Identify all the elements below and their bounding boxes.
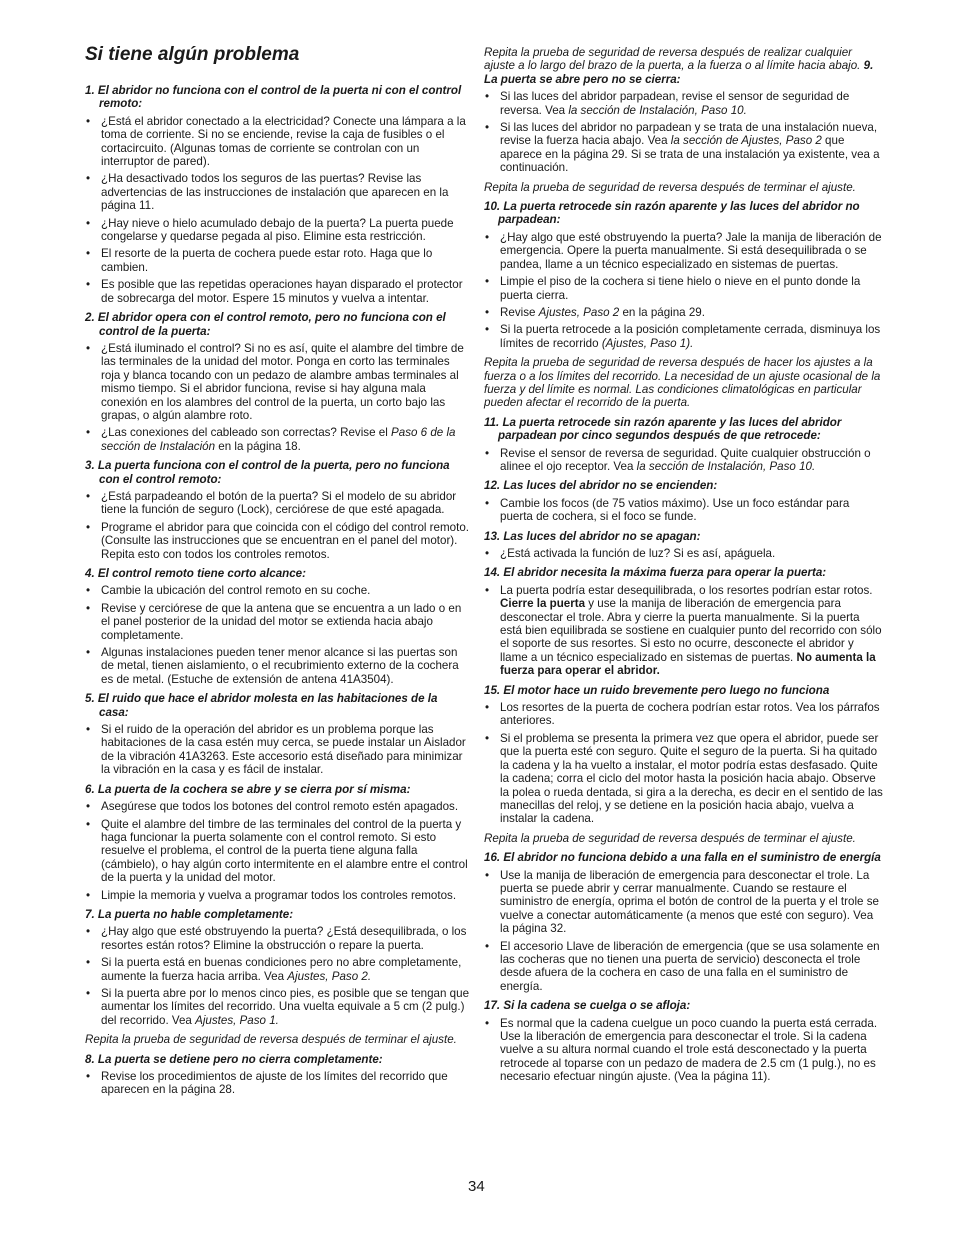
list-item: • ¿Hay algo que esté obstruyendo la puerta? Jale la manija de liberación de emergencia. Opere la puerta manualmente. Si está desequilibrada o se pandea, llame a un técnico especializado en sistemas de puertas. xyxy=(484,231,884,271)
list-item xyxy=(85,426,470,453)
text: La puerta podría estar desequilibrada, o los resortes podrían estar rotos. xyxy=(500,583,873,597)
list-item: • Cambie los focos (de 75 vatios máximo). Use un foco estándar para puerta de cochera, si el foco se funde. xyxy=(484,497,884,524)
list-item: • ¿Ha desactivado todos los seguros de las puertas? Revise las advertencias de las instrucciones de instalación que aparecen en la página 11. xyxy=(85,172,470,212)
section-2-list xyxy=(85,342,470,453)
section-9-note: Repita la prueba de seguridad de reversa después de terminar el ajuste. xyxy=(484,180,856,194)
section-10-heading: 10. La puerta retrocede sin razón aparente y las luces del abridor no parpadean: xyxy=(484,200,860,227)
emphasis: Cierre la puerta xyxy=(500,597,586,611)
list-item: • ¿Hay nieve o hielo acumulado debajo de la puerta? La puerta puede congelarse y quedarse pegada al piso. Elimine esta restricción. xyxy=(85,217,470,244)
list-item xyxy=(484,447,884,474)
list-item: • Si el ruido de la operación del abridor es un problema porque las habitaciones de la casa estén muy cerca, se puede instalar un Aislador de la vibración 41A3263. Este accesorio está diseñado para minimizar la vibración en la casa y es fácil de instalar. xyxy=(85,723,470,777)
list-item: • Revise y cerciórese de que la antena que se encuentra a un lado o en el panel posterior de la unidad del motor se extienda hacia abajo completamente. xyxy=(85,602,470,642)
section-9-list xyxy=(484,90,884,174)
list-item: • Es posible que las repetidas operaciones hayan disparado el protector de sobrecarga del motor. Espere 15 minutos y vuelva a intentar. xyxy=(85,278,470,305)
text: Si la puerta abre por lo menos cinco pies, es posible que se tengan que aumentar los límites del recorrido. Una vuelta equivale a 5 cm (2 pulg.) del recorrido. Vea xyxy=(101,986,470,1027)
reference: Ajustes, Paso 1. xyxy=(195,1013,279,1027)
list-item: • ¿Está parpadeando el botón de la puerta? Si el modelo de su abridor tiene la función de seguro (Lock), cerciórese de que esté apagada. xyxy=(85,490,470,517)
section-5-heading: 5. El ruido que hace el abridor molesta en las habitaciones de la casa: xyxy=(85,692,438,719)
text: Revise xyxy=(500,305,539,319)
reference: Ajustes, Paso 2 xyxy=(538,305,620,319)
text: ¿Las conexiones del cableado son correctas? Revise el xyxy=(101,426,392,440)
list-item: • Revise los procedimientos de ajuste de los límites del recorrido que aparecen en la página 28. xyxy=(85,1070,470,1097)
text: Si la puerta retrocede a la posición completamente cerrada, disminuya los límites de recorrido xyxy=(500,323,881,350)
section-5-list xyxy=(85,723,470,777)
list-item: • El resorte de la puerta de cochera puede estar roto. Haga que lo cambien. xyxy=(85,247,470,274)
section-2-heading: 2. El abridor opera con el control remoto, pero no funciona con el control de la puerta: xyxy=(85,311,446,338)
section-7-heading: 7. La puerta no hable completamente: xyxy=(85,907,294,921)
section-3-list xyxy=(85,490,470,561)
section-10-list xyxy=(484,231,884,350)
list-item: • Es normal que la cadena cuelgue un poco cuando la puerta está cerrada. Use la liberación de emergencia para desconectar el trole. Si la cadena vuelve a su altura normal cuando el trole está desconectado y la puerta retrocede al toparse con un pedazo de madera de 2.5 cm (1 pulg.), no es necesario efectuar ningún ajuste. (Vea la página 11). xyxy=(484,1017,884,1084)
section-13-list xyxy=(484,547,884,560)
reference: (Ajustes, Paso 1). xyxy=(601,336,694,350)
section-8-heading: 8. La puerta se detiene pero no cierra completamente: xyxy=(85,1052,383,1066)
list-item: • Limpie el piso de la cochera si tiene hielo o nieve en el punto donde la puerta cierra. xyxy=(484,275,884,302)
list-item: • Quite el alambre del timbre de las terminales del control de la puerta y haga funcionar la puerta solamente con el control remoto. Si esto resuelve el problema, el control de la puerta tiene alguna falla (cámbielo), o hay algún corto intermitente en el alambre entre el control de la puerta y la unidad del motor. xyxy=(85,818,470,885)
text: que aparece en la página 29. Si se trata de una instalación ya existente, vea a continuación. xyxy=(500,134,880,175)
list-item xyxy=(85,956,470,983)
section-1-heading: 1. El abridor no funciona con el control de la puerta ni con el control remoto: xyxy=(85,84,462,111)
section-12-heading: 12. Las luces del abridor no se encienden: xyxy=(484,479,718,493)
list-item: • El accesorio Llave de liberación de emergencia (que se usa solamente en las cocheras que no tienen una puerta de servicio) desconecta el trole desde afuera de la cochera en caso de una falla en el suministro de energía. xyxy=(484,940,884,994)
section-13-heading: 13. Las luces del abridor no se apagan: xyxy=(484,529,701,543)
list-item: • Algunas instalaciones pueden tener menor alcance si las puertas son de metal, tienen aislamiento, o el recubrimiento externo de la cochera es de metal. (Estuche de extensión de antena 41A3504). xyxy=(85,646,470,686)
left-column xyxy=(85,84,470,1103)
page-number: 34 xyxy=(468,1178,485,1195)
section-17-heading: 17. Si la cadena se cuelga o se afloja: xyxy=(484,999,691,1013)
text: en la página 18. xyxy=(215,439,301,453)
section-12-list xyxy=(484,497,884,524)
list-item: • ¿Está el abridor conectado a la electricidad? Conecte una lámpara a la toma de corriente. Si no se enciende, revise la caja de fusibles o el cortacircuito. (Algunas tomas de corriente se controlan con un interruptor de pared). xyxy=(85,115,470,169)
text: Si las luces del abridor parpadean, revise el sensor de seguridad de reversa. Vea xyxy=(500,90,850,117)
list-item xyxy=(484,323,884,350)
section-3-heading: 3. La puerta funciona con el control de la puerta, pero no funciona con el control remoto: xyxy=(85,459,450,486)
text: Si la puerta está en buenas condiciones pero no abre completamente, aumente la fuerza hacia arriba. Vea xyxy=(101,956,462,983)
section-8-note xyxy=(484,46,884,86)
reference: la sección de Instalación, Paso 10. xyxy=(636,459,816,473)
section-6-heading: 6. La puerta de la cochera se abre y se cierra por sí misma: xyxy=(85,782,411,796)
section-16-heading: 16. El abridor no funciona debido a una falla en el suministro de energía xyxy=(484,851,881,865)
section-10-note: Repita la prueba de seguridad de reversa después de hacer los ajustes a la fuerza o a los límites del recorrido. La necesidad de un ajuste ocasional de la fuerza y del límite es normal. Las condiciones climatológicas en particular pueden afectar el recorrido de la puerta. xyxy=(484,356,881,410)
section-1-list xyxy=(85,115,470,305)
text: en la página 29. xyxy=(619,305,705,319)
section-9-heading: 9. La puerta se abre pero no se cierra: xyxy=(484,59,874,86)
reference: Paso 6 de la sección de Instalación xyxy=(101,426,456,453)
section-15-list xyxy=(484,701,884,826)
section-4-list xyxy=(85,584,470,686)
section-17-list xyxy=(484,1017,884,1084)
section-7-note: Repita la prueba de seguridad de reversa después de terminar el ajuste. xyxy=(85,1033,457,1047)
section-11-heading: 11. La puerta retrocede sin razón aparente y las luces del abridor parpadean por cinco segundos después de que retrocede: xyxy=(484,415,842,443)
text: Revise el sensor de reversa de seguridad. Quite cualquier obstrucción o alinee el ojo receptor. Vea xyxy=(500,446,871,473)
text: Si las luces del abridor no parpadean y se trata de una instalación nueva, revise la fuerza hacia abajo. Vea xyxy=(500,121,878,148)
right-column xyxy=(484,46,884,1090)
list-item: • Cambie la ubicación del control remoto en su coche. xyxy=(85,584,470,597)
text: y use la manija de liberación de emergencia para desconectar el trole. Abra y cierre la puerta manualmente. Si la puerta está bien equilibrada se sostiene en cualquier punto del recorrido con sólo el soporte de sus resortes. Si esto no ocurre, desconecte el abridor y llame a un técnico especializado en sistemas de puertas. xyxy=(500,597,882,664)
section-16-list xyxy=(484,869,884,994)
list-item: • Asegúrese que todos los botones del control remoto estén apagados. xyxy=(85,800,470,813)
list-item: • ¿Hay algo que esté obstruyendo la puerta? ¿Está desequilibrada, o los resortes están rotos? Elimine la obstrucción o repare la puerta. xyxy=(85,925,470,952)
list-item xyxy=(484,90,884,117)
list-item: • Limpie la memoria y vuelva a programar todos los controles remotos. xyxy=(85,889,470,902)
section-4-heading: 4. El control remoto tiene corto alcance: xyxy=(85,567,306,580)
section-8-list xyxy=(85,1070,470,1097)
list-item: • Si el problema se presenta la primera vez que opera el abridor, puede ser que la puerta esté con seguro. Quite el seguro de la puerta. Si ha quitado la cadena y la ha vuelto a instalar, el motor podría estas desfasado. Quite la cadena; corra el ciclo del motor hasta la posición hacia abajo. Observe la polea o rueda dentada, si gira a la derecha, es decir en el sentido de las manecillas del reloj, y se detiene en la posición hacia abajo, vuelva a instalar la cadena. xyxy=(484,732,884,826)
list-item xyxy=(484,121,884,175)
text: Repita la prueba de seguridad de reversa después de realizar cualquier ajuste a lo largo del brazo de la puerta, a la fuerza o al límite hacia abajo. xyxy=(484,46,861,73)
reference: la sección de Instalación, Paso 10. xyxy=(568,103,747,117)
section-6-list xyxy=(85,800,470,902)
list-item: • Programe el abridor para que coincida con el código del control remoto. (Consulte las instrucciones que se encuentran en el panel del motor). Repita esto con todos los controles remotos. xyxy=(85,521,470,561)
list-item xyxy=(484,584,884,678)
page-title: Si tiene algún problema xyxy=(85,44,300,65)
section-11-list xyxy=(484,447,884,474)
section-14-heading: 14. El abridor necesita la máxima fuerza para operar la puerta: xyxy=(484,566,827,580)
list-item xyxy=(85,987,470,1027)
section-15-heading: 15. El motor hace un ruido brevemente pero luego no funciona xyxy=(484,683,830,697)
reference: Ajustes, Paso 2. xyxy=(287,969,372,983)
list-item: • ¿Está activada la función de luz? Si es así, apáguela. xyxy=(484,547,884,560)
list-item: • Los resortes de la puerta de cochera podrían estar rotos. Vea los párrafos anteriores. xyxy=(484,701,884,728)
section-7-list xyxy=(85,925,470,1027)
list-item: • ¿Está iluminado el control? Si no es así, quite el alambre del timbre de las terminales de la unidad del motor. Ponga en corto las terminales roja y blanca tocando con un pedazo de alambre ambas terminales al mismo tiempo. Si el abridor funciona, revise si hay alguna mala conexión en los alambres del control de la puerta, un corto bajo las grapas, o algún alambre roto. xyxy=(85,342,470,422)
emphasis: No aumenta la fuerza para operar el abridor. xyxy=(500,650,876,678)
list-item xyxy=(484,306,884,319)
section-15-note: Repita la prueba de seguridad de reversa después de terminar el ajuste. xyxy=(484,831,856,845)
reference: la sección de Ajustes, Paso 2 xyxy=(670,134,822,148)
section-14-list xyxy=(484,584,884,678)
list-item: • Use la manija de liberación de emergencia para desconectar el trole. La puerta se puede abrir y cerrar manualmente. Cuando se restaure el suministro de energía, oprima el botón de control de la puerta y el trole se vuelve a conectar automáticamente (a menos que esté con seguro). Vea la página 32. xyxy=(484,869,884,936)
